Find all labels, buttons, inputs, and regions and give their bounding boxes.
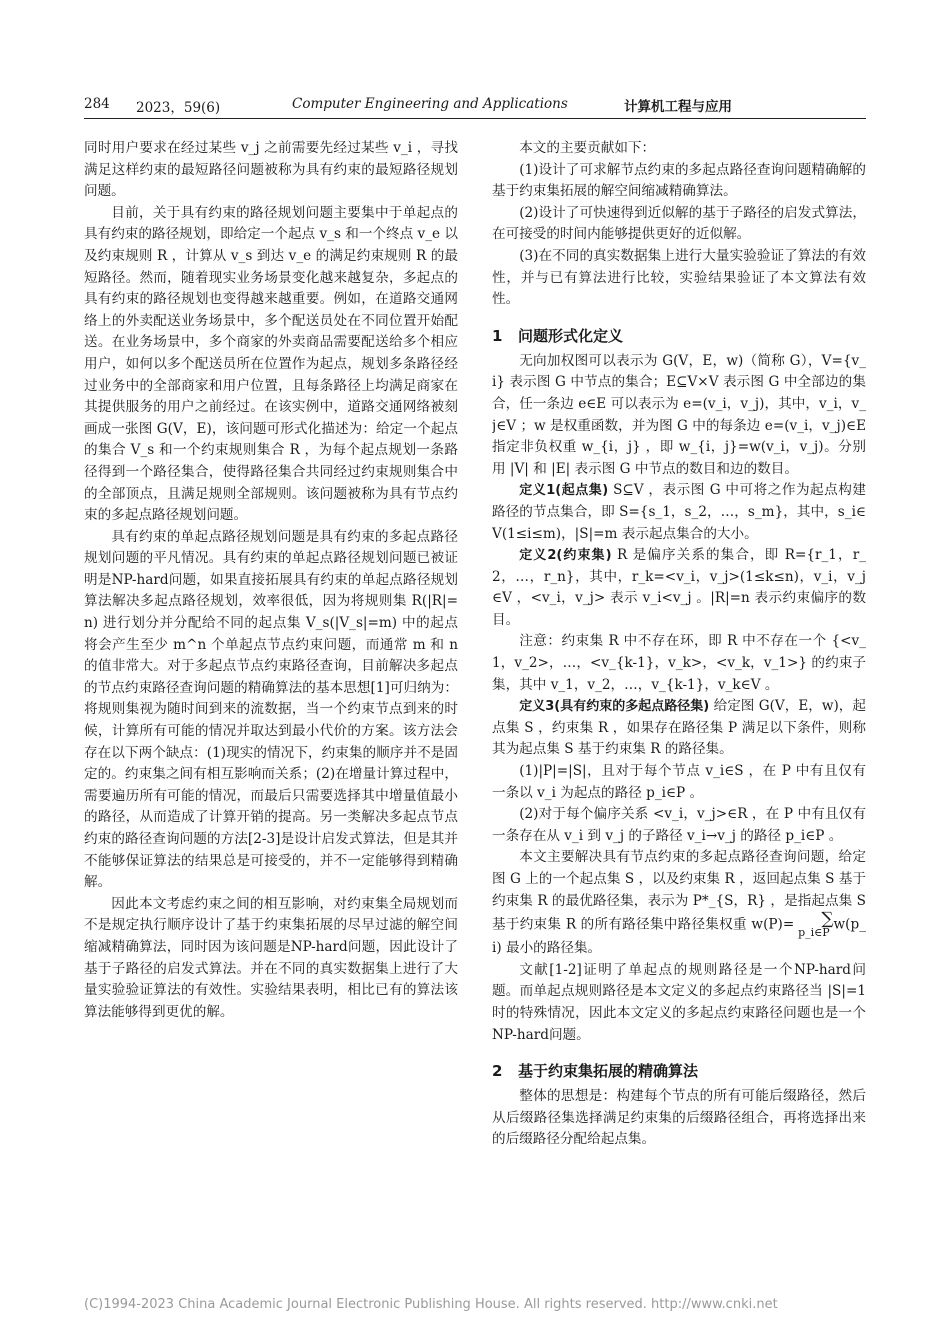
paragraph: 文献[1-2]证明了单起点的规则路径是一个NP-hard问题。而单起点规则路径是本文定义的多起点约束路径当 |S|=1 时的特殊情况，因此本文定义的多起点约束路径问题也是一个NP-hard问题。 (492, 961, 866, 1043)
contribution-item: (2)设计了可快速得到近似解的基于子路径的启发式算法，在可接受的时间内能够提供更好的近似解。 (492, 204, 866, 243)
definition-text: 给定图 G(V，E，w)，起点集 S ，约束集 R ，如果存在路径集 P 满足以下条件，则称其为起点集 S 基于约束集 R 的路径集。 (492, 698, 866, 758)
text-run: 本文主要解决具有节点约束的多起点路径查询问题，给定图 G 上的一个起点集 S ，以及约束集 R ，返回起点集 S 基于约束集 R 的最优路径集，表示为 P*_{S，R} ，是指起点集 S 基于约束集 R 的所有路径集中路径集权重 w(P)= (492, 849, 866, 933)
definition-label: 定义2(约束集) (519, 548, 612, 564)
journal-issue: 2023，59(6) (136, 100, 221, 116)
text-run: w(p_i) 最小的路径集。 (492, 916, 866, 957)
paragraph: 同时用户要求在经过某些 v_j 之前需要先经过某些 v_i ，寻找满足这样约束的最短路径问题被称为具有约束的最短路径规划问题。 (84, 140, 458, 200)
section-number: 2 (492, 1062, 503, 1081)
sum-subscript: p_i∈P (798, 926, 830, 940)
paragraph: 本文的主要贡献如下： (519, 140, 656, 156)
contribution-item: (1)设计了可求解节点约束的多起点路径查询问题精确解的基于约束集拓展的解空间缩减精确算法。 (492, 161, 866, 200)
sum-symbol: ∑ (821, 909, 834, 930)
definition-label: 定义3(具有约束的多起点路径集) (519, 699, 710, 715)
paragraph: 目前，关于具有约束的路径规划问题主要集中于单起点的具有约束的路径规划，即给定一个起点 v_s 和一个终点 v_e 以及约束规则 R ，计算从 v_s 到达 v_e 的满足约束规则 R 的最短路径。然而，随着现实业务场景变化越来越复杂，多起点的具有约束的路径规划也变得越来越重要。例如，在道路交通网络上的外卖配送业务场景中，多个配送员处在不同位置开始配送。在业务场景中，多个商家的外卖商品需要配送给多个相应用户，如何以多个配送员所在位置作为起点，规划多条路径经过业务中的全部商家和用户位置，且每条路径上均满足商家在其提供服务的用户之前经过。在该实例中，道路交通网络被刻画成一张图 G(V，E)，该问题可形式化描述为：给定一个起点的集合 V_s 和一个约束规则集合 R ，为每个起点规划一条路径得到一个路径集合，使得路径集合共同经过约束规则集合中的全部顶点，且满足规则全部规则。该问题被称为具有节点约束的多起点路径规划问题。 (84, 204, 458, 524)
section-title: 问题形式化定义 (518, 326, 624, 345)
section-title: 基于约束集拓展的精确算法 (518, 1062, 699, 1081)
definition (492, 696, 866, 761)
definition (492, 545, 866, 631)
journal-name-cn: 计算机工程与应用 (624, 99, 732, 115)
paragraph: 具有约束的单起点路径规划问题是具有约束的多起点路径规划问题的平凡情况。具有约束的单起点路径规划问题已被证明是NP-hard问题，如果直接拓展具有约束的单起点路径规划算法解决多起点路径规划，效率很低，因为将规则集 R(|R|=n) 进行划分并分配给不同的起点集 V_s(|V_s|=m) 中的起点将会产生至少 m^n 个单起点节点约束问题，而通常 m 和 n 的值非常大。对于多起点节点约束路径查询，目前解决多起点的节点约束路径查询问题的精确算法的基本思想[1]可归纳为：将规则集视为随时间到来的流数据，当一个约束节点到来的时候，计算所有可能的情况并取达到最小代价的方案。该方法会存在以下两个缺点：(1)现实的情况下，约束集的顺序并不是固定的。约束集之间有相互影响而关系；(2)在增量计算过程中，需要遍历所有可能的情况，而最后只需要选择其中增量值最小的路径，从而造成了计算开销的提高。另一类解决多起点节点约束的路径查询问题的方法[2-3]是设计启发式算法，但是其并不能够保证算法的结果总是可接受的，并不一定能够得到精确解。 (84, 528, 458, 891)
paragraph (492, 847, 866, 959)
definition-text: S⊆V ，表示图 G 中可将之作为起点构建路径的节点集合，即 S={s_1，s_2，…，s_m}，其中，s_i∈V(1≤i≤m)，|S|=m 表示起点集合的大小。 (492, 482, 866, 542)
section-heading (492, 1060, 866, 1082)
paragraph: 因此本文考虑约束之间的相互影响，对约束集全局规划而不是规定执行顺序设计了基于约束集拓展的尽早过滤的解空间缩减精确算法，同时因为该问题是NP-hard问题，因此设计了基于子路径的启发式算法。并在不同的真实数据集上进行了大量实验验证算法的有效性。实验结果表明，相比已有的算法该算法能够得到更优的解。 (84, 895, 458, 1020)
definition-label: 定义1(起点集) (519, 483, 609, 499)
page-number: 284 (84, 96, 110, 112)
definition-text: R 是偏序关系的集合，即 R={r_1，r_2，…，r_n}，其中，r_k=<v_i，v_j>(1≤k≤n)，v_i，v_j∈V ，<v_i，v_j> 表示 v_i<v_j 。|R|=n 表示约束偏序的数目。 (492, 547, 866, 628)
contribution-item: (3)在不同的真实数据集上进行大量实验验证了算法的有效性，并与已有算法进行比较，实验结果验证了本文算法有效性。 (492, 247, 866, 308)
condition-item: (1)|P|=|S|，且对于每个节点 v_i∈S ，在 P 中有且仅有一条以 v_i 为起点的路径 p_i∈P 。 (492, 763, 866, 801)
running-header (84, 92, 866, 118)
right-column (492, 138, 866, 1288)
section-heading (492, 325, 866, 347)
paragraph: 整体的思想是：构建每个节点的所有可能后缀路径，然后从后缀路径集选择满足约束集的后缀路径组合，再将选择出来的后缀路径分配给起点集。 (492, 1088, 866, 1148)
paragraph: 注意：约束集 R 中不存在环，即 R 中不存在一个 {<v_1，v_2>，…，<v_{k-1}，v_k>，<v_k，v_1>} 的约束子集，其中 v_1，v_2，…，v_{k-1}，v_k∈V 。 (492, 633, 866, 693)
condition-item: (2)对于每个偏序关系 <v_i，v_j>∈R ，在 P 中有且仅有一条存在从 v_i 到 v_j 的子路径 v_i→v_j 的路径 p_i∈P 。 (492, 806, 866, 844)
journal-name-en: Computer Engineering and Applications (292, 96, 568, 112)
sum-formula (794, 909, 834, 940)
header-rule (84, 118, 866, 119)
definition (492, 480, 866, 545)
paragraph: 无向加权图可以表示为 G(V，E，w)（简称 G），V={v_i} 表示图 G 中节点的集合；E⊆V×V 表示图 G 中全部边的集合，任一条边 e∈E 可以表示为 e=(v_i，v_j)，其中，v_i，v_j∈V ；w 是权重函数，并为图 G 中的每条边 e=(v_i，v_j)∈E 指定非负权重 w_{i，j} ，即 w_{i，j}=w(v_i，v_j)。分别用 |V| 和 |E| 表示图 G 中节点的数目和边的数目。 (492, 352, 866, 477)
copyright-footer: (C)1994-2023 China Academic Journal Electronic Publishing House. All rights reserved. http://www.cnki.net (84, 1297, 778, 1312)
left-column (84, 138, 458, 1288)
section-number: 1 (492, 326, 503, 345)
